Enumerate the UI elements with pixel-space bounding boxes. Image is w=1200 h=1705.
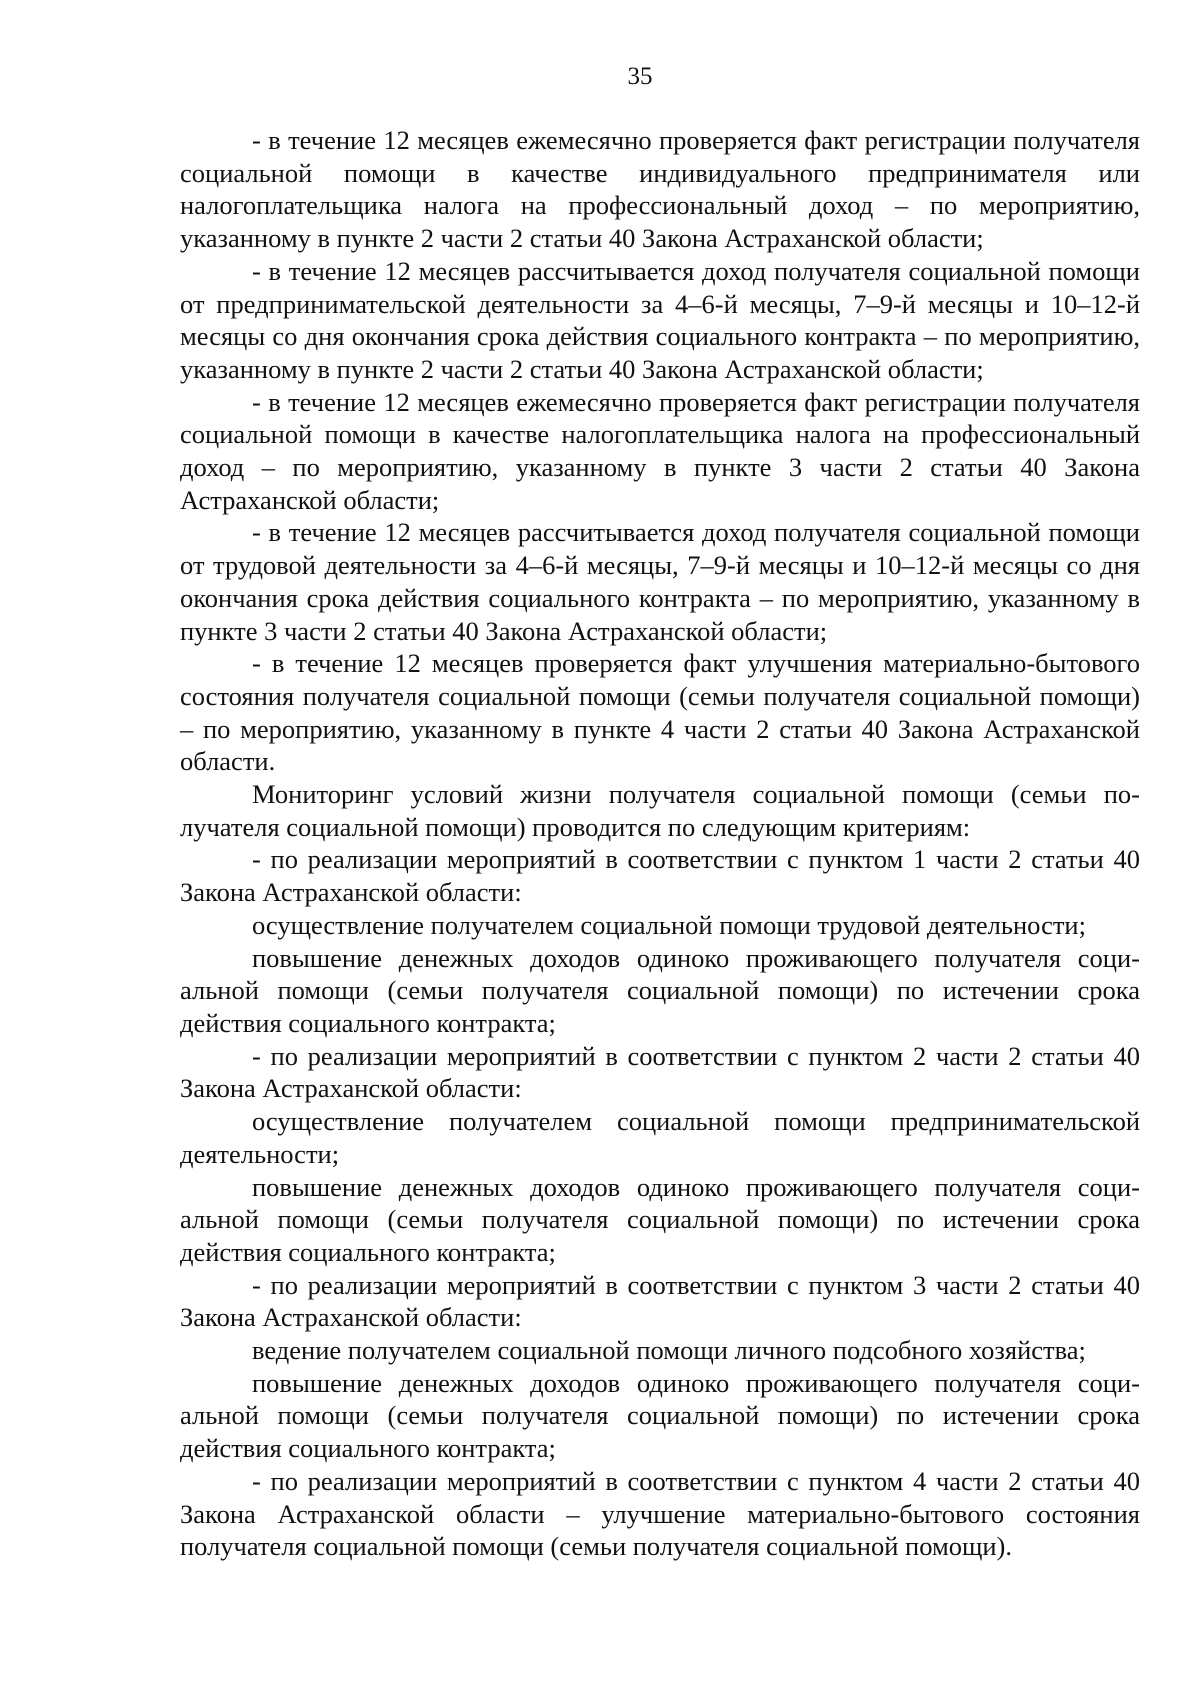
paragraph: - по реализации мероприятий в соответствии с пунктом 1 части 2 статьи 40 Закона Астраханской области: (180, 844, 1140, 908)
paragraph: - по реализации мероприятий в соответствии с пунктом 4 части 2 статьи 40 Закона Астраханской области – улучшение материально-бытового состояния получателя социальной помощи (семьи получателя социальной помощи). (180, 1465, 1140, 1562)
paragraph: - в течение 12 месяцев рассчитывается доход получателя социальной помощи от предпринимательской деятельности за 4–6-й месяцы, 7–9-й месяцы и 10–12-й месяцы со дня окончания срока действия социального контракта – по мероприятию, указанному в пункте 2 части 2 статьи 40 Закона Астраханской области; (180, 255, 1140, 384)
paragraph: повышение денежных доходов одиноко проживающего получателя социальной помощи (семьи получателя социальной помощи) по истечении срока действия социального контракта; (180, 1171, 1140, 1267)
paragraph: - в течение 12 месяцев рассчитывается доход получателя социальной помощи от трудовой деятельности за 4–6-й месяцы, 7–9-й месяцы и 10–12-й месяцы со дня окончания срока действия социального контракта – по мероприятию, указанному в пункте 3 части 2 статьи 40 Закона Астраханской области; (180, 517, 1140, 646)
paragraph: - по реализации мероприятий в соответствии с пунктом 2 части 2 статьи 40 Закона Астраханской области: (180, 1040, 1140, 1104)
page-number: 35 (627, 63, 653, 90)
paragraph: осуществление получателем социальной помощи трудовой деятельности; (252, 909, 1086, 940)
paragraph: повышение денежных доходов одиноко проживающего получателя социальной помощи (семьи получателя социальной помощи) по истечении срока действия социального контракта; (180, 1367, 1140, 1464)
paragraph: - в течение 12 месяцев ежемесячно проверяется факт регистрации получателя социальной помощи в качестве индивидуального предпринимателя или налогоплательщика налога на профессиональный доход – по мероприятию, указанному в пункте 2 части 2 статьи 40 Закона Астраханской области; (180, 125, 1140, 254)
paragraph: - в течение 12 месяцев ежемесячно проверяется факт регистрации получателя социальной помощи в качестве налогоплательщика налога на профессиональный доход – по мероприятию, указанному в пункте 3 части 2 статьи 40 Закона Астраханской области; (180, 386, 1140, 515)
paragraph: осуществление получателем социальной помощи предпринимательской деятельности; (180, 1106, 1140, 1169)
document-body (180, 124, 1140, 1563)
paragraph: Мониторинг условий жизни получателя социальной помощи (семьи получателя социальной помощи) проводится по следующим критериям: (180, 779, 1140, 842)
paragraph: - в течение 12 месяцев проверяется факт улучшения материально-бытового состояния получателя социальной помощи (семьи получателя социальной помощи) – по мероприятию, указанному в пункте 4 части 2 статьи 40 Закона Астраханской области. (180, 648, 1140, 777)
paragraph: - по реализации мероприятий в соответствии с пунктом 3 части 2 статьи 40 Закона Астраханской области: (180, 1269, 1140, 1333)
paragraph: повышение денежных доходов одиноко проживающего получателя социальной помощи (семьи получателя социальной помощи) по истечении срока действия социального контракта; (180, 942, 1140, 1038)
paragraph: ведение получателем социальной помощи личного подсобного хозяйства; (252, 1335, 1086, 1366)
